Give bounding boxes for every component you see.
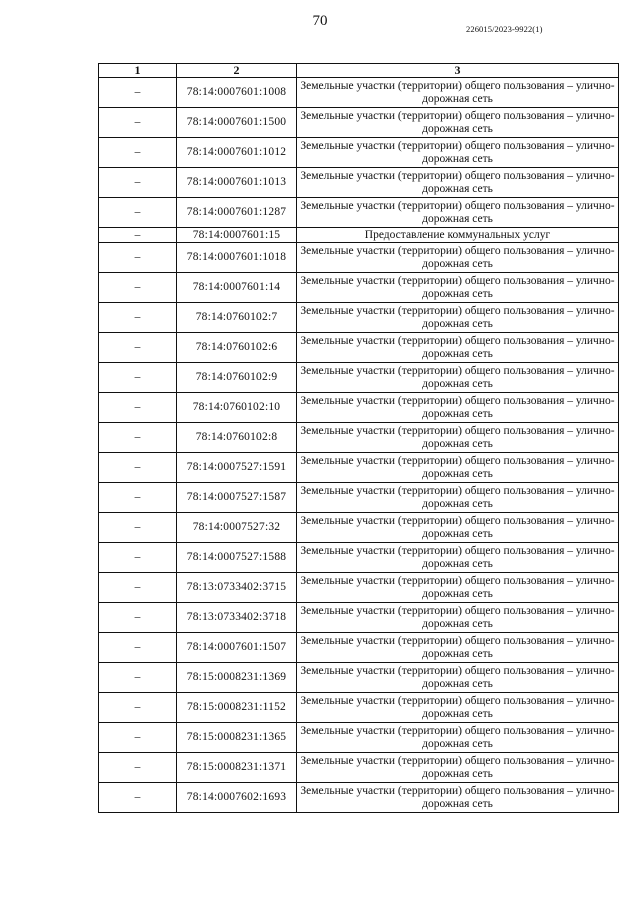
- row-number-cell: –: [99, 228, 177, 243]
- table-row: [99, 363, 619, 393]
- row-number-cell: –: [99, 483, 177, 513]
- land-use-cell: Земельные участки (территории) общего пользования – улично-дорожная сеть: [297, 693, 619, 723]
- row-number-cell: –: [99, 693, 177, 723]
- table-row: [99, 783, 619, 813]
- cadastral-number-cell: 78:14:0007527:1591: [177, 453, 297, 483]
- table-row: [99, 303, 619, 333]
- cadastral-number-cell: 78:14:0007602:1693: [177, 783, 297, 813]
- column-header-2: 2: [177, 64, 297, 78]
- column-header-3: 3: [297, 64, 619, 78]
- table-row: [99, 108, 619, 138]
- land-use-cell: Земельные участки (территории) общего пользования – улично-дорожная сеть: [297, 273, 619, 303]
- land-use-cell: Земельные участки (территории) общего пользования – улично-дорожная сеть: [297, 483, 619, 513]
- cadastral-number-cell: 78:13:0733402:3715: [177, 573, 297, 603]
- cadastral-number-cell: 78:15:0008231:1152: [177, 693, 297, 723]
- table-row: [99, 693, 619, 723]
- table-row: [99, 663, 619, 693]
- row-number-cell: –: [99, 513, 177, 543]
- land-use-cell: Земельные участки (территории) общего пользования – улично-дорожная сеть: [297, 783, 619, 813]
- row-number-cell: –: [99, 363, 177, 393]
- cadastral-number-cell: 78:15:0008231:1369: [177, 663, 297, 693]
- land-use-cell: Земельные участки (территории) общего пользования – улично-дорожная сеть: [297, 423, 619, 453]
- row-number-cell: –: [99, 198, 177, 228]
- row-number-cell: –: [99, 453, 177, 483]
- land-use-cell: Земельные участки (территории) общего пользования – улично-дорожная сеть: [297, 603, 619, 633]
- land-use-cell: Земельные участки (территории) общего пользования – улично-дорожная сеть: [297, 243, 619, 273]
- row-number-cell: –: [99, 243, 177, 273]
- land-use-cell: Земельные участки (территории) общего пользования – улично-дорожная сеть: [297, 363, 619, 393]
- table-row: [99, 168, 619, 198]
- row-number-cell: –: [99, 108, 177, 138]
- cadastral-number-cell: 78:15:0008231:1365: [177, 723, 297, 753]
- cadastral-number-cell: 78:13:0733402:3718: [177, 603, 297, 633]
- row-number-cell: –: [99, 393, 177, 423]
- land-use-cell: Земельные участки (территории) общего пользования – улично-дорожная сеть: [297, 513, 619, 543]
- row-number-cell: –: [99, 573, 177, 603]
- table-row: [99, 603, 619, 633]
- cadastral-number-cell: 78:14:0760102:7: [177, 303, 297, 333]
- land-use-cell: Земельные участки (территории) общего пользования – улично-дорожная сеть: [297, 573, 619, 603]
- row-number-cell: –: [99, 783, 177, 813]
- land-use-cell: Земельные участки (территории) общего пользования – улично-дорожная сеть: [297, 663, 619, 693]
- land-use-cell: Земельные участки (территории) общего пользования – улично-дорожная сеть: [297, 333, 619, 363]
- cadastral-number-cell: 78:14:0007527:1587: [177, 483, 297, 513]
- table-row: [99, 228, 619, 243]
- table-row: [99, 633, 619, 663]
- table-row: [99, 423, 619, 453]
- table-row: [99, 453, 619, 483]
- table-header-row: [99, 64, 619, 78]
- row-number-cell: –: [99, 543, 177, 573]
- document-id: 226015/2023-9922(1): [466, 24, 543, 34]
- cadastral-number-cell: 78:14:0007601:1287: [177, 198, 297, 228]
- row-number-cell: –: [99, 138, 177, 168]
- cadastral-number-cell: 78:14:0007601:1018: [177, 243, 297, 273]
- table-row: [99, 723, 619, 753]
- row-number-cell: –: [99, 303, 177, 333]
- table-row: [99, 198, 619, 228]
- cadastral-number-cell: 78:14:0007601:14: [177, 273, 297, 303]
- row-number-cell: –: [99, 633, 177, 663]
- cadastral-number-cell: 78:14:0007527:32: [177, 513, 297, 543]
- land-use-cell: Земельные участки (территории) общего пользования – улично-дорожная сеть: [297, 393, 619, 423]
- table-row: [99, 573, 619, 603]
- cadastral-number-cell: 78:14:0007527:1588: [177, 543, 297, 573]
- land-use-cell: Земельные участки (территории) общего пользования – улично-дорожная сеть: [297, 168, 619, 198]
- cadastral-number-cell: 78:14:0007601:1013: [177, 168, 297, 198]
- table-row: [99, 543, 619, 573]
- table-row: [99, 753, 619, 783]
- row-number-cell: –: [99, 423, 177, 453]
- table-body: [99, 78, 619, 813]
- row-number-cell: –: [99, 753, 177, 783]
- table-row: [99, 138, 619, 168]
- land-use-cell: Земельные участки (территории) общего пользования – улично-дорожная сеть: [297, 543, 619, 573]
- row-number-cell: –: [99, 723, 177, 753]
- land-use-cell: Земельные участки (территории) общего пользования – улично-дорожная сеть: [297, 138, 619, 168]
- land-use-cell: Земельные участки (территории) общего пользования – улично-дорожная сеть: [297, 453, 619, 483]
- table-row: [99, 513, 619, 543]
- table-row: [99, 483, 619, 513]
- row-number-cell: –: [99, 78, 177, 108]
- row-number-cell: –: [99, 603, 177, 633]
- land-use-cell: Предоставление коммунальных услуг: [297, 228, 619, 243]
- row-number-cell: –: [99, 168, 177, 198]
- cadastral-number-cell: 78:14:0760102:10: [177, 393, 297, 423]
- cadastral-number-cell: 78:15:0008231:1371: [177, 753, 297, 783]
- table-row: [99, 243, 619, 273]
- land-use-cell: Земельные участки (территории) общего пользования – улично-дорожная сеть: [297, 633, 619, 663]
- row-number-cell: –: [99, 333, 177, 363]
- land-use-cell: Земельные участки (территории) общего пользования – улично-дорожная сеть: [297, 723, 619, 753]
- land-use-cell: Земельные участки (территории) общего пользования – улично-дорожная сеть: [297, 753, 619, 783]
- land-use-cell: Земельные участки (территории) общего пользования – улично-дорожная сеть: [297, 108, 619, 138]
- cadastral-number-cell: 78:14:0007601:1507: [177, 633, 297, 663]
- cadastral-number-cell: 78:14:0760102:6: [177, 333, 297, 363]
- cadastral-number-cell: 78:14:0007601:1008: [177, 78, 297, 108]
- table-row: [99, 333, 619, 363]
- cadastral-number-cell: 78:14:0760102:9: [177, 363, 297, 393]
- cadastral-number-cell: 78:14:0007601:1012: [177, 138, 297, 168]
- cadastral-number-cell: 78:14:0007601:1500: [177, 108, 297, 138]
- land-use-cell: Земельные участки (территории) общего пользования – улично-дорожная сеть: [297, 78, 619, 108]
- row-number-cell: –: [99, 273, 177, 303]
- row-number-cell: –: [99, 663, 177, 693]
- page-number: 70: [312, 13, 328, 29]
- land-use-cell: Земельные участки (территории) общего пользования – улично-дорожная сеть: [297, 198, 619, 228]
- land-plots-table: [98, 63, 619, 813]
- cadastral-number-cell: 78:14:0007601:15: [177, 228, 297, 243]
- table-row: [99, 273, 619, 303]
- cadastral-number-cell: 78:14:0760102:8: [177, 423, 297, 453]
- table-row: [99, 393, 619, 423]
- column-header-1: 1: [99, 64, 177, 78]
- table-row: [99, 78, 619, 108]
- land-use-cell: Земельные участки (территории) общего пользования – улично-дорожная сеть: [297, 303, 619, 333]
